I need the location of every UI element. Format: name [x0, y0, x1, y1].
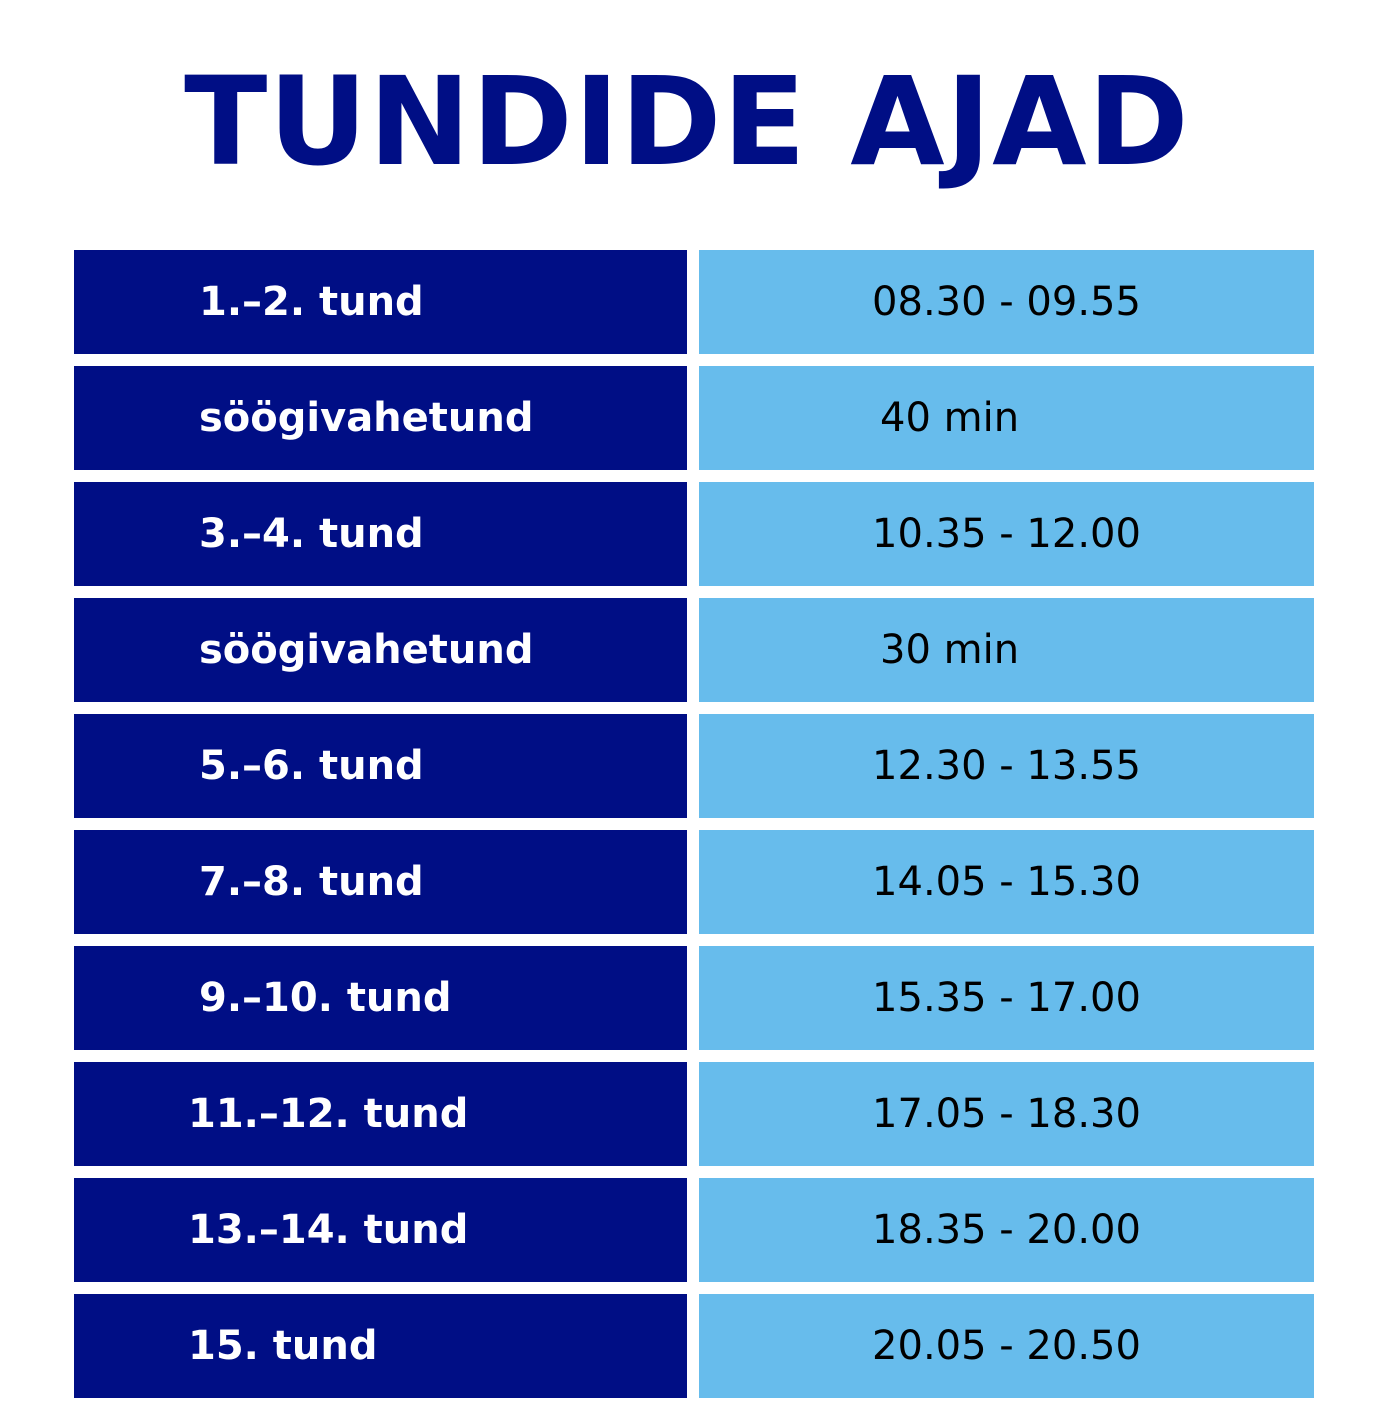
lesson-label: 9.–10. tund — [74, 946, 687, 1050]
table-row — [74, 1062, 1314, 1166]
lesson-time: 08.30 - 09.55 — [699, 250, 1314, 354]
table-row — [74, 714, 1314, 818]
lesson-label: 11.–12. tund — [74, 1062, 687, 1166]
table-row — [74, 250, 1314, 354]
lesson-label: 13.–14. tund — [74, 1178, 687, 1282]
lesson-time: 15.35 - 17.00 — [699, 946, 1314, 1050]
lesson-time: 12.30 - 13.55 — [699, 714, 1314, 818]
lesson-label: 7.–8. tund — [74, 830, 687, 934]
lesson-time: 30 min — [699, 598, 1314, 702]
table-row — [74, 366, 1314, 470]
table-row — [74, 830, 1314, 934]
lesson-label: 5.–6. tund — [74, 714, 687, 818]
table-row — [74, 1178, 1314, 1282]
lesson-time: 40 min — [699, 366, 1314, 470]
lesson-time: 14.05 - 15.30 — [699, 830, 1314, 934]
lesson-label: 15. tund — [74, 1294, 687, 1398]
table-row — [74, 598, 1314, 702]
table-row — [74, 1294, 1314, 1398]
lesson-label: 1.–2. tund — [74, 250, 687, 354]
lesson-label: 3.–4. tund — [74, 482, 687, 586]
lesson-time: 20.05 - 20.50 — [699, 1294, 1314, 1398]
schedule-table — [74, 250, 1314, 1398]
lesson-time: 10.35 - 12.00 — [699, 482, 1314, 586]
lesson-label: söögivahetund — [74, 598, 687, 702]
page-title: TUNDIDE AJAD — [184, 51, 1190, 193]
lesson-time: 17.05 - 18.30 — [699, 1062, 1314, 1166]
table-row — [74, 482, 1314, 586]
lesson-time: 18.35 - 20.00 — [699, 1178, 1314, 1282]
lesson-label: söögivahetund — [74, 366, 687, 470]
table-row — [74, 946, 1314, 1050]
